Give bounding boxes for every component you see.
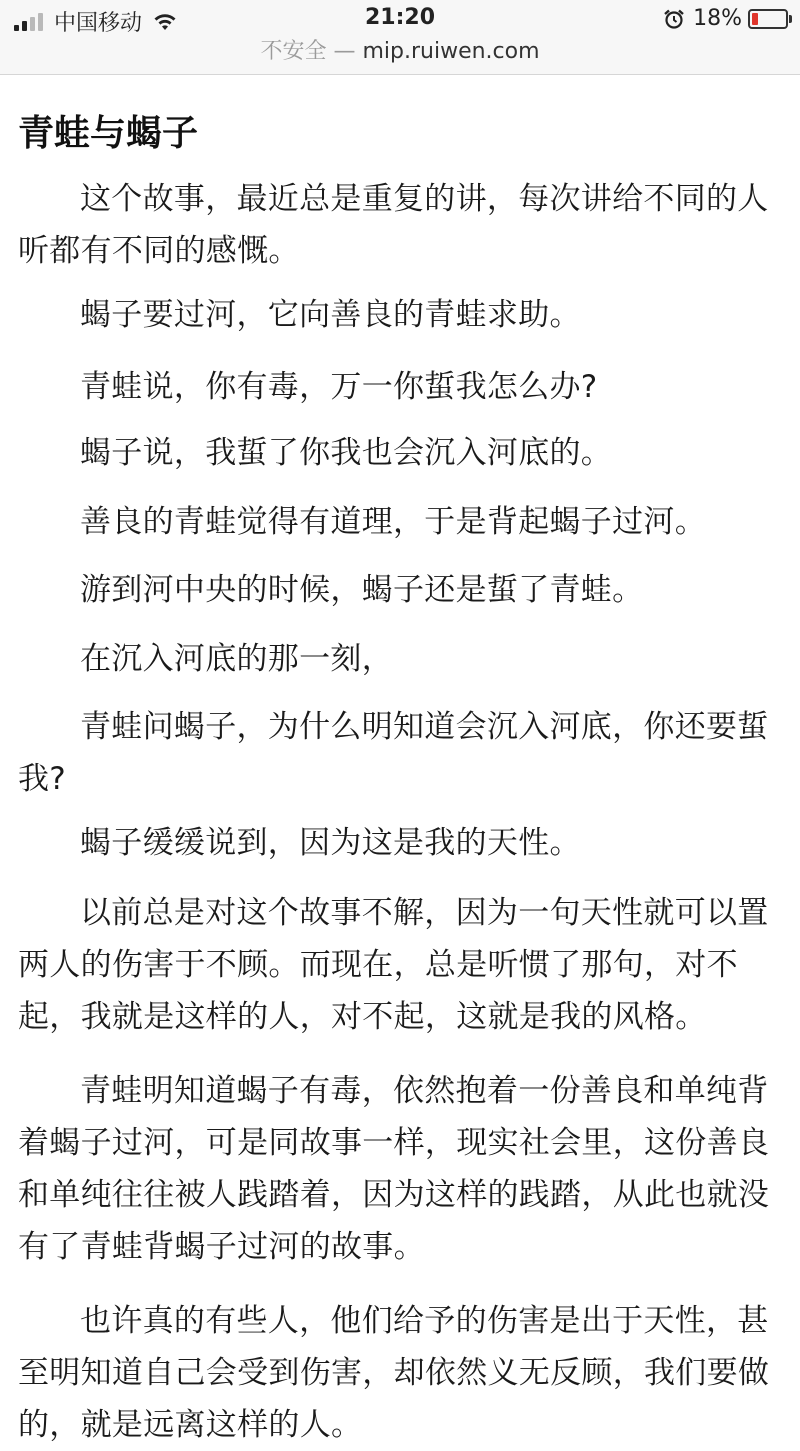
url-domain: mip.ruiwen.com xyxy=(362,39,540,64)
paragraph: 青蛙说，你有毒，万一你蜇我怎么办? xyxy=(80,369,598,405)
url-separator: — xyxy=(333,39,356,64)
insecure-label: 不安全 xyxy=(260,39,327,64)
article-title: 青蛙与蝎子 xyxy=(18,113,199,154)
paragraph: 蝎子缓缓说到，因为这是我的天性。 xyxy=(80,825,581,861)
paragraph: 也许真的有些人，他们给予的伤害是出于天性，甚至明知道自己会受到伤害，却依然义无反顾，我们要做的，就是远离这样的人。 xyxy=(18,1303,770,1443)
paragraph: 游到河中央的时候，蝎子还是蜇了青蛙。 xyxy=(80,572,644,608)
alarm-icon xyxy=(663,8,685,30)
status-bar xyxy=(0,0,800,38)
battery-icon xyxy=(748,9,788,29)
paragraph: 善良的青蛙觉得有道理，于是背起蝎子过河。 xyxy=(80,504,706,540)
status-time: 21:20 xyxy=(364,5,436,30)
paragraph: 这个故事，最近总是重复的讲，每次讲给不同的人听都有不同的感慨。 xyxy=(18,181,769,269)
paragraph: 蝎子要过河，它向善良的青蛙求助。 xyxy=(80,297,581,333)
paragraph: 蝎子说，我蜇了你我也会沉入河底的。 xyxy=(80,435,613,471)
paragraph: 在沉入河底的那一刻， xyxy=(80,641,393,677)
paragraph: 青蛙明知道蝎子有毒，依然抱着一份善良和单纯背着蝎子过河，可是同故事一样，现实社会里，这份善良和单纯往往被人践踏着，因为这样的践踏，从此也就没有了青蛙背蝎子过河的故事。 xyxy=(18,1073,770,1265)
battery-level xyxy=(752,13,758,25)
address-bar[interactable] xyxy=(0,38,800,75)
paragraph: 青蛙问蝎子，为什么明知道会沉入河底，你还要蜇我? xyxy=(18,709,769,797)
battery-percent: 18% xyxy=(693,6,742,31)
paragraph: 以前总是对这个故事不解，因为一句天性就可以置两人的伤害于不顾。而现在，总是听惯了那句，对不起，我就是这样的人，对不起，这就是我的风格。 xyxy=(18,895,769,1035)
article xyxy=(0,75,800,1451)
status-right xyxy=(663,6,788,31)
carrier-name: 中国移动 xyxy=(54,11,143,36)
